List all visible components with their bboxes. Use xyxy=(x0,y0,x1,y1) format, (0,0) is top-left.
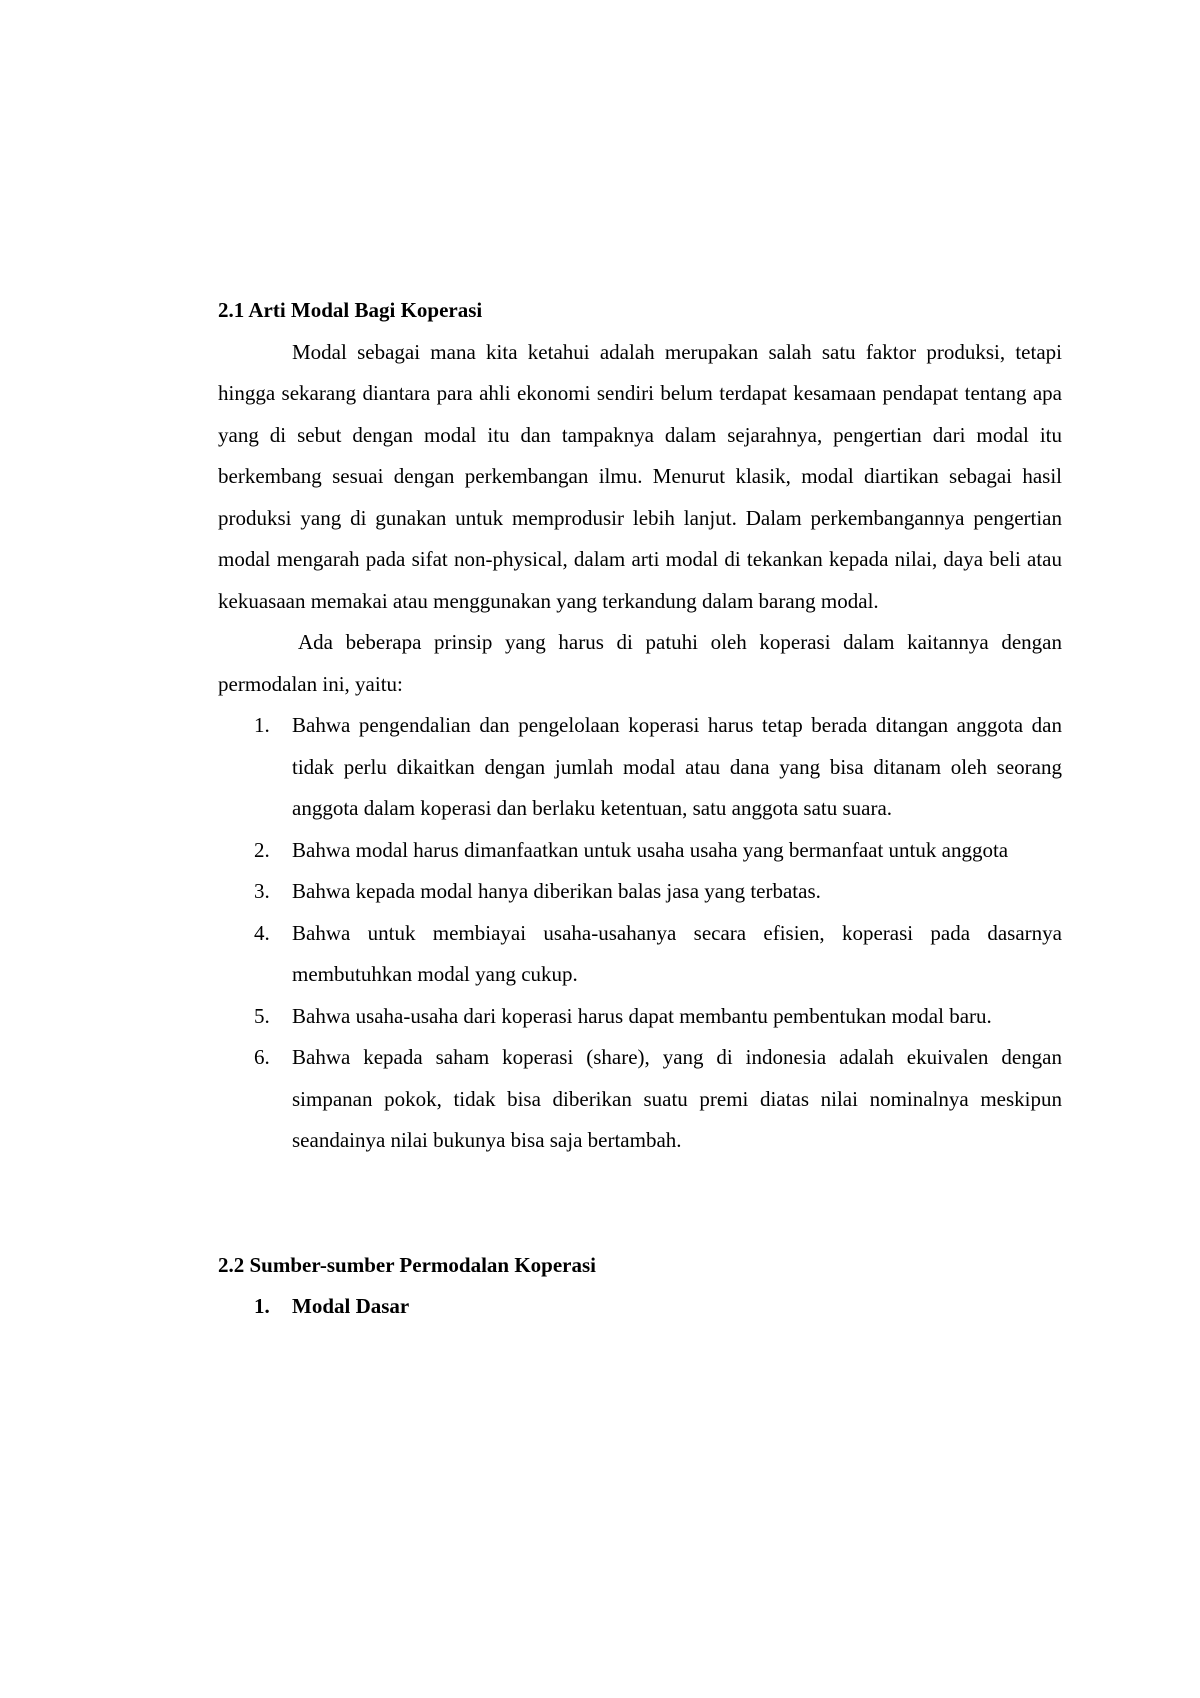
list-item-text: Bahwa usaha-usaha dari koperasi harus dapat membantu pembentukan modal baru. xyxy=(292,1003,992,1028)
list-number: 5. xyxy=(254,1003,270,1028)
list-item xyxy=(218,913,1062,996)
list-item xyxy=(218,871,1062,913)
section-spacer xyxy=(218,1162,1062,1245)
list-number: 1. xyxy=(254,1294,270,1318)
list-item-text: Bahwa pengendalian dan pengelolaan koperasi harus tetap berada ditangan anggota dan tidak perlu dikaitkan dengan jumlah modal atau dana yang bisa ditanam oleh seorang anggota dalam koperasi dan berlaku ketentuan, satu anggota satu suara. xyxy=(292,713,1062,820)
list-item-text: Bahwa kepada saham koperasi (share), yang di indonesia adalah ekuivalen dengan simpanan pokok, tidak bisa diberikan suatu premi diatas nilai nominalnya meskipun seandainya nilai bukunya bisa saja bertambah. xyxy=(292,1045,1062,1152)
paragraph-prinsip-intro: Ada beberapa prinsip yang harus di patuhi oleh koperasi dalam kaitannya dengan permodalan ini, yaitu: xyxy=(218,630,1062,696)
list-item xyxy=(218,705,1062,830)
list-item-text: Bahwa modal harus dimanfaatkan untuk usaha usaha yang bermanfaat untuk anggota xyxy=(292,837,1009,862)
list-item xyxy=(218,1037,1062,1162)
list-item xyxy=(218,996,1062,1038)
section-heading-arti-modal: 2.1 Arti Modal Bagi Koperasi xyxy=(218,298,483,322)
list-number: 4. xyxy=(254,920,270,945)
list-number: 6. xyxy=(254,1045,270,1069)
prinsip-list xyxy=(218,705,1062,1162)
list-number: 3. xyxy=(254,879,270,903)
list-item-text: Bahwa untuk membiayai usaha-usahanya secara efisien, koperasi pada dasarnya membutuhkan modal yang cukup. xyxy=(292,920,1062,986)
list-item-text: Bahwa kepada modal hanya diberikan balas jasa yang terbatas. xyxy=(292,879,821,903)
section-heading-sumber-permodalan: 2.2 Sumber-sumber Permodalan Koperasi xyxy=(218,1252,596,1277)
list-number: 1. xyxy=(254,713,270,737)
document-content xyxy=(218,290,1062,1328)
sub-heading-modal-dasar xyxy=(218,1286,1062,1328)
sub-heading-text: Modal Dasar xyxy=(292,1294,410,1318)
paragraph-modal-definition: Modal sebagai mana kita ketahui adalah merupakan salah satu faktor produksi, tetapi hingga sekarang diantara para ahli ekonomi sendiri belum terdapat kesamaan pendapat tentang apa yang di sebut dengan modal itu dan tampaknya dalam sejarahnya, pengertian dari modal itu berkembang sesuai dengan perkembangan ilmu. Menurut klasik, modal diartikan sebagai hasil produksi yang di gunakan untuk memprodusir lebih lanjut. Dalam perkembangannya pengertian modal mengarah pada sifat non-physical, dalam arti modal di tekankan kepada nilai, daya beli atau kekuasaan memakai atau menggunakan yang terkandung dalam barang modal. xyxy=(218,339,1062,613)
list-number: 2. xyxy=(254,837,270,862)
list-item xyxy=(218,830,1062,872)
